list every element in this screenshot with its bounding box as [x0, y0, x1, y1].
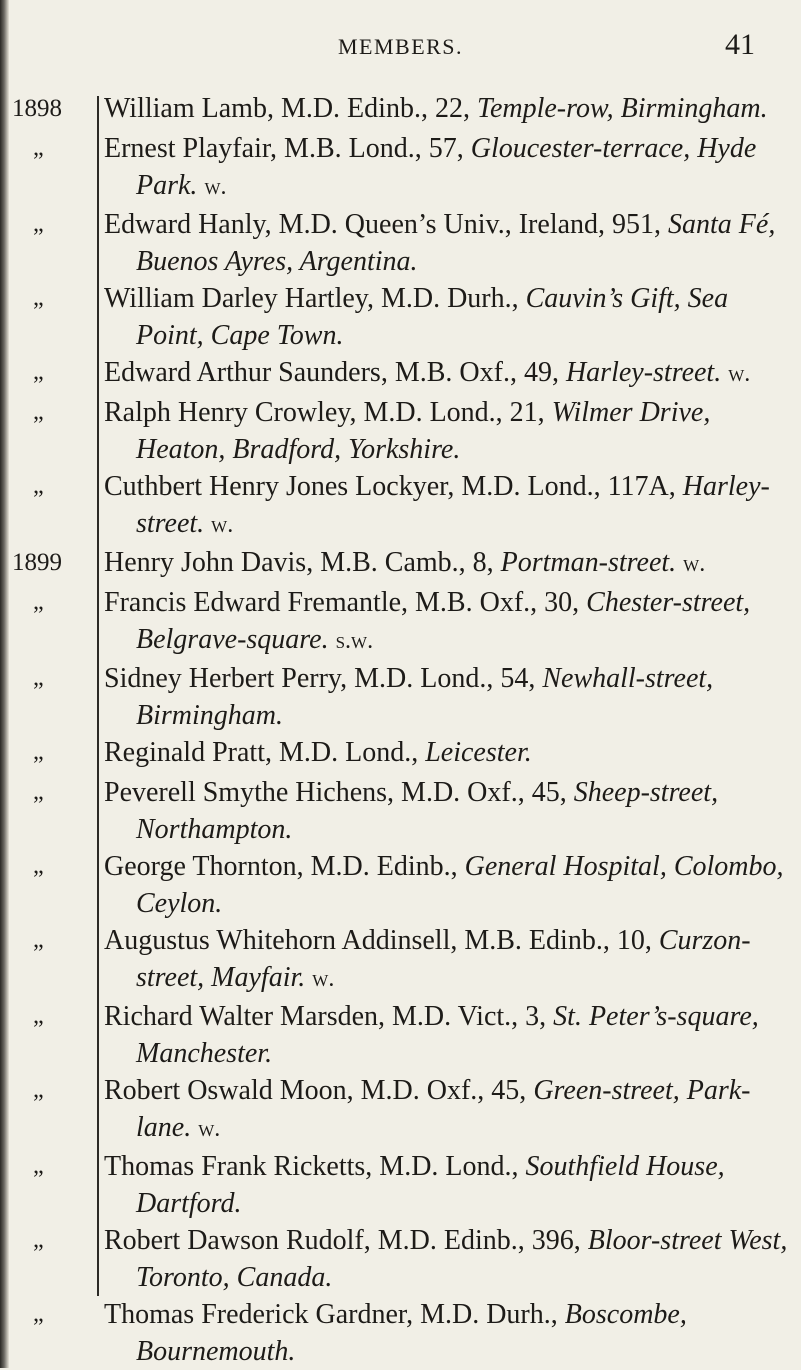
postal-district: w.: [683, 551, 706, 577]
member-name: George Thornton, M.D. Edinb.,: [104, 851, 458, 882]
election-year: „: [33, 1003, 44, 1029]
member-text: [104, 130, 790, 206]
member-address: Leicester.: [425, 737, 532, 768]
election-year: „: [33, 359, 44, 385]
page-title: MEMBERS.: [337, 34, 464, 59]
election-year: „: [33, 1077, 44, 1103]
member-name: Edward Arthur Saunders, M.B. Oxf., 49,: [104, 357, 559, 388]
member-name: Augustus Whitehorn Addinsell, M.B. Edinb., 10,: [104, 925, 652, 956]
member-text: [104, 90, 790, 127]
member-entry: [0, 584, 801, 660]
postal-district: w.: [312, 966, 335, 992]
election-year: „: [33, 589, 44, 615]
member-name: Sidney Herbert Perry, M.D. Lond., 54,: [104, 663, 536, 694]
member-address: Newhall-street, Birmingham.: [136, 663, 714, 731]
member-address: Bloor-street West, Toronto, Canada.: [136, 1225, 788, 1293]
member-address: Sheep-street, Northampton.: [136, 777, 719, 845]
member-address: Southfield House, Dartford.: [136, 1151, 725, 1219]
page-header: [0, 28, 801, 68]
member-address: Curzon-street, Mayfair.: [136, 925, 751, 993]
member-name: Reginald Pratt, M.D. Lond.,: [104, 737, 419, 768]
member-entry: [0, 1296, 801, 1370]
member-name: Thomas Frank Ricketts, M.D. Lond.,: [104, 1151, 519, 1182]
member-entry: [0, 206, 801, 280]
member-text: [104, 1222, 790, 1296]
member-address: Gloucester-terrace, Hyde Park.: [136, 133, 757, 201]
member-text: [104, 468, 790, 544]
member-name: Cuthbert Henry Jones Lockyer, M.D. Lond., 117A,: [104, 471, 676, 502]
election-year: „: [33, 1227, 44, 1253]
election-year: „: [33, 473, 44, 499]
member-address: Chester-street, Belgrave-square.: [136, 587, 751, 655]
election-year: 1899: [12, 549, 62, 576]
member-entry: [0, 468, 801, 544]
member-address: Harley-street.: [565, 357, 722, 388]
member-address: Harley-street.: [136, 471, 770, 539]
election-year: „: [33, 927, 44, 953]
member-name: William Darley Hartley, M.D. Durh.,: [104, 283, 519, 314]
member-name: Richard Walter Marsden, M.D. Vict., 3,: [104, 1001, 547, 1032]
member-name: Robert Oswald Moon, M.D. Oxf., 45,: [104, 1075, 527, 1106]
member-name: Francis Edward Fremantle, M.B. Oxf., 30,: [104, 587, 580, 618]
member-entry: [0, 280, 801, 354]
election-year: „: [33, 779, 44, 805]
member-address: Portman-street.: [500, 547, 677, 578]
member-name: Thomas Frederick Gardner, M.D. Durh.,: [104, 1299, 558, 1330]
election-year: „: [33, 135, 44, 161]
member-entry: [0, 130, 801, 206]
member-entry: [0, 848, 801, 922]
member-address: Santa Fé, Buenos Ayres, Argentina.: [136, 209, 776, 277]
member-text: [104, 1072, 790, 1148]
member-name: Robert Dawson Rudolf, M.D. Edinb., 396,: [104, 1225, 581, 1256]
member-address: Temple-row, Birmingham.: [476, 93, 768, 124]
member-text: [104, 998, 790, 1072]
member-entry: [0, 1148, 801, 1222]
member-entry: [0, 660, 801, 734]
election-year: „: [33, 853, 44, 879]
member-name: Ernest Playfair, M.B. Lond., 57,: [104, 133, 464, 164]
member-name: Henry John Davis, M.B. Camb., 8,: [104, 547, 494, 578]
election-year: „: [33, 739, 44, 765]
election-year: „: [33, 211, 44, 237]
election-year: „: [33, 1301, 44, 1327]
member-text: [104, 394, 790, 468]
member-text: [104, 544, 790, 583]
member-text: [104, 922, 790, 998]
member-entry: [0, 90, 801, 130]
member-entry: [0, 774, 801, 848]
member-address: St. Peter’s-square, Manchester.: [136, 1001, 759, 1069]
member-entry: [0, 1072, 801, 1148]
member-name: Peverell Smythe Hichens, M.D. Oxf., 45,: [104, 777, 567, 808]
election-year: „: [33, 1153, 44, 1179]
member-text: [104, 848, 790, 922]
postal-district: w.: [211, 512, 234, 538]
member-list: [0, 90, 801, 1370]
member-entry: [0, 734, 801, 774]
member-name: Ralph Henry Crowley, M.D. Lond., 21,: [104, 397, 545, 428]
member-text: [104, 774, 790, 848]
member-text: [104, 206, 790, 280]
member-name: William Lamb, M.D. Edinb., 22,: [104, 93, 470, 124]
member-address: General Hospital, Colombo, Ceylon.: [136, 851, 784, 919]
election-year: „: [33, 285, 44, 311]
member-name: Edward Hanly, M.D. Queen’s Univ., Ireland, 951,: [104, 209, 662, 240]
postal-district: w.: [198, 1116, 221, 1142]
member-entry: [0, 922, 801, 998]
page-number: 41: [725, 28, 755, 61]
member-text: [104, 660, 790, 734]
member-address: Boscombe, Bournemouth.: [136, 1299, 687, 1367]
member-entry: [0, 998, 801, 1072]
election-year: „: [33, 399, 44, 425]
postal-district: s.w.: [335, 628, 374, 654]
member-text: [104, 354, 790, 393]
member-text: [104, 584, 790, 660]
member-entry: [0, 394, 801, 468]
member-address: Green-street, Park-lane.: [136, 1075, 751, 1143]
election-year: 1898: [12, 95, 62, 122]
member-text: [104, 280, 790, 354]
member-text: [104, 1148, 790, 1222]
election-year: „: [33, 665, 44, 691]
member-text: [104, 734, 790, 771]
member-entry: [0, 544, 801, 584]
member-address: Cauvin’s Gift, Sea Point, Cape Town.: [136, 283, 729, 351]
postal-district: w.: [728, 361, 751, 387]
member-text: [104, 1296, 790, 1370]
postal-district: w.: [204, 174, 227, 200]
member-address: Wilmer Drive, Heaton, Bradford, Yorkshire.: [136, 397, 711, 465]
member-entry: [0, 1222, 801, 1296]
member-entry: [0, 354, 801, 394]
